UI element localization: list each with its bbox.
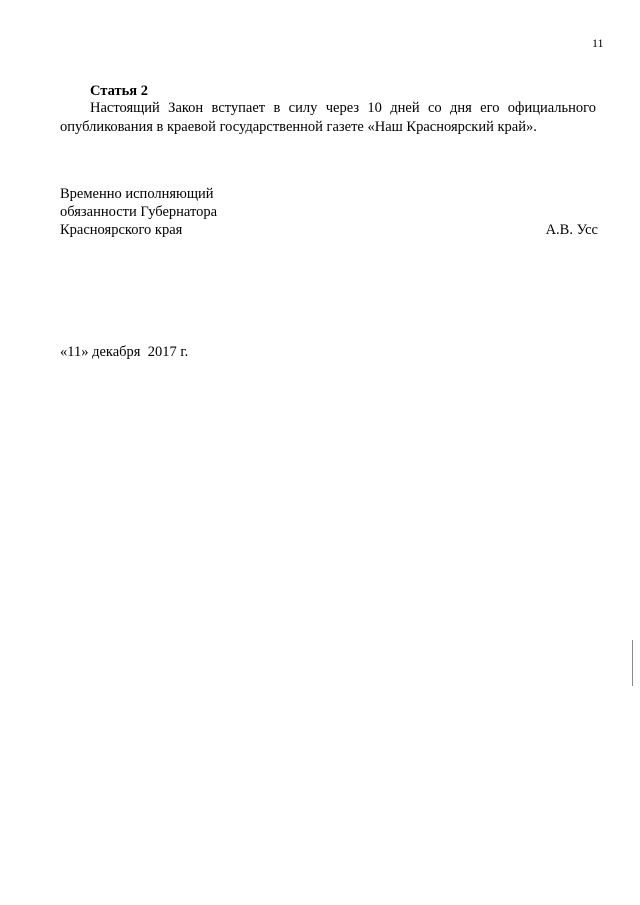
signature-position-line-1: Временно исполняющий: [60, 186, 214, 202]
signature-position-line-2: обязанности Губернатора: [60, 204, 218, 220]
page-number: 11: [592, 36, 604, 50]
signature-position-line-3: Красноярского края: [60, 222, 183, 238]
article-text: Настоящий Закон вступает в силу через 10 дней со дня его официального опубликования в краевой государственной газете «Наш Красноярский край».: [60, 100, 596, 135]
scan-edge-mark: [632, 640, 633, 686]
signature-last-row: [60, 221, 598, 239]
signer-name: А.В. Усс: [545, 222, 598, 238]
article-title: Статья 2: [90, 83, 148, 99]
signing-date: «11» декабря 2017 г.: [60, 344, 189, 360]
signature-block: [60, 185, 598, 239]
